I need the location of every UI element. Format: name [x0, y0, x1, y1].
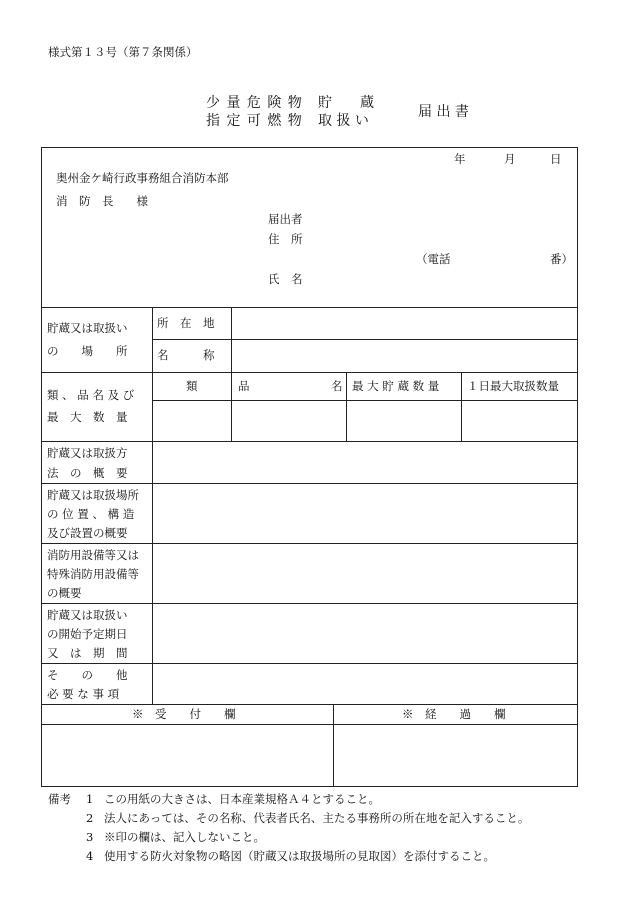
class-input[interactable] [153, 401, 230, 440]
col-max-storage: 最 大 貯 蔵 数 量 [352, 379, 440, 393]
daily-max-input[interactable] [462, 401, 576, 440]
phone-close: 番） [550, 252, 573, 266]
structure-input[interactable] [153, 484, 576, 542]
addressee-title: 消 防 長 様 [56, 194, 148, 208]
note-4: 4 使用する防火対象物の略図（貯蔵又は取扱場所の見取図）を添付すること。 [86, 849, 495, 863]
fire-label-1: 消防用設備等又は [47, 548, 139, 562]
fire-label-3: の概要 [47, 586, 82, 600]
progress-header: ※ 経 過 欄 [402, 707, 506, 721]
other-label-1: そ の 他 [47, 668, 128, 682]
col-daily-max: １日最大取扱数量 [467, 379, 559, 393]
item-name-input[interactable] [232, 401, 345, 440]
progress-field [334, 725, 576, 785]
note-2: 2 法人にあっては、その名称、代表者氏名、主たる事務所の所在地を記入すること。 [86, 811, 530, 825]
start-label-3: 又 は 期 間 [47, 646, 128, 660]
place-label-2: の 場 所 [47, 344, 128, 358]
date-day: 日 [550, 152, 562, 166]
reception-field [42, 725, 332, 785]
title-row1-a: 少 量 危 険 物 [206, 95, 303, 111]
fire-label-2: 特殊消防用設備等 [47, 567, 139, 581]
name-label: 氏 名 [268, 272, 303, 286]
other-input[interactable] [153, 664, 576, 703]
location-label: 所 在 地 [157, 316, 215, 330]
col-item-b: 名 [331, 379, 343, 393]
method-label-1: 貯蔵又は取扱方 [47, 446, 128, 460]
structure-label-1: 貯蔵又は取扱場所 [47, 488, 139, 502]
start-date-input[interactable] [153, 604, 576, 662]
reception-header: ※ 受 付 欄 [132, 707, 236, 721]
address-label: 住 所 [268, 232, 303, 246]
method-input[interactable] [153, 442, 576, 482]
notes-heading: 備考 [48, 792, 71, 806]
note-3: 3 ※印の欄は、記入しないこと。 [86, 830, 265, 844]
start-label-2: の開始予定期日 [47, 627, 128, 641]
fire-equipment-input[interactable] [153, 544, 576, 602]
structure-label-3: 及び設置の概要 [47, 526, 128, 540]
col-class: 類 [186, 379, 198, 393]
addressee-org: 奥州金ケ崎行政事務組合消防本部 [56, 171, 229, 185]
facility-name-input[interactable] [232, 340, 576, 371]
method-label-2: 法 の 概 要 [47, 466, 128, 480]
structure-label-2: の 位 置 、 構 造 [47, 507, 135, 521]
date-month: 月 [504, 152, 516, 166]
types-label-1: 類 、 品 名 及 び [47, 388, 135, 402]
title-row2-a: 指 定 可 燃 物 [206, 113, 303, 129]
max-storage-input[interactable] [347, 401, 460, 440]
notifier-label: 届出者 [268, 212, 303, 226]
start-label-1: 貯蔵又は取扱い [47, 608, 128, 622]
place-label-1: 貯蔵又は取扱い [47, 321, 128, 335]
note-1: 備考 1 この用紙の大きさは、日本産業規格Ａ４とすること。 [48, 792, 380, 806]
other-label-2: 必 要 な 事 項 [47, 687, 120, 701]
facility-name-label: 名 称 [157, 348, 215, 362]
title-row1-b: 貯 蔵 [318, 95, 374, 111]
types-label-2: 最 大 数 量 [47, 410, 128, 424]
title-suffix: 届 出 書 [418, 104, 469, 120]
col-item-a: 品 [238, 379, 250, 393]
form-number: 様式第１３号（第７条関係） [48, 45, 198, 59]
title-row2-b: 取 扱 い [318, 113, 369, 129]
phone-open: （電話 [416, 252, 451, 266]
location-input[interactable] [232, 308, 576, 339]
date-year: 年 [454, 152, 466, 166]
